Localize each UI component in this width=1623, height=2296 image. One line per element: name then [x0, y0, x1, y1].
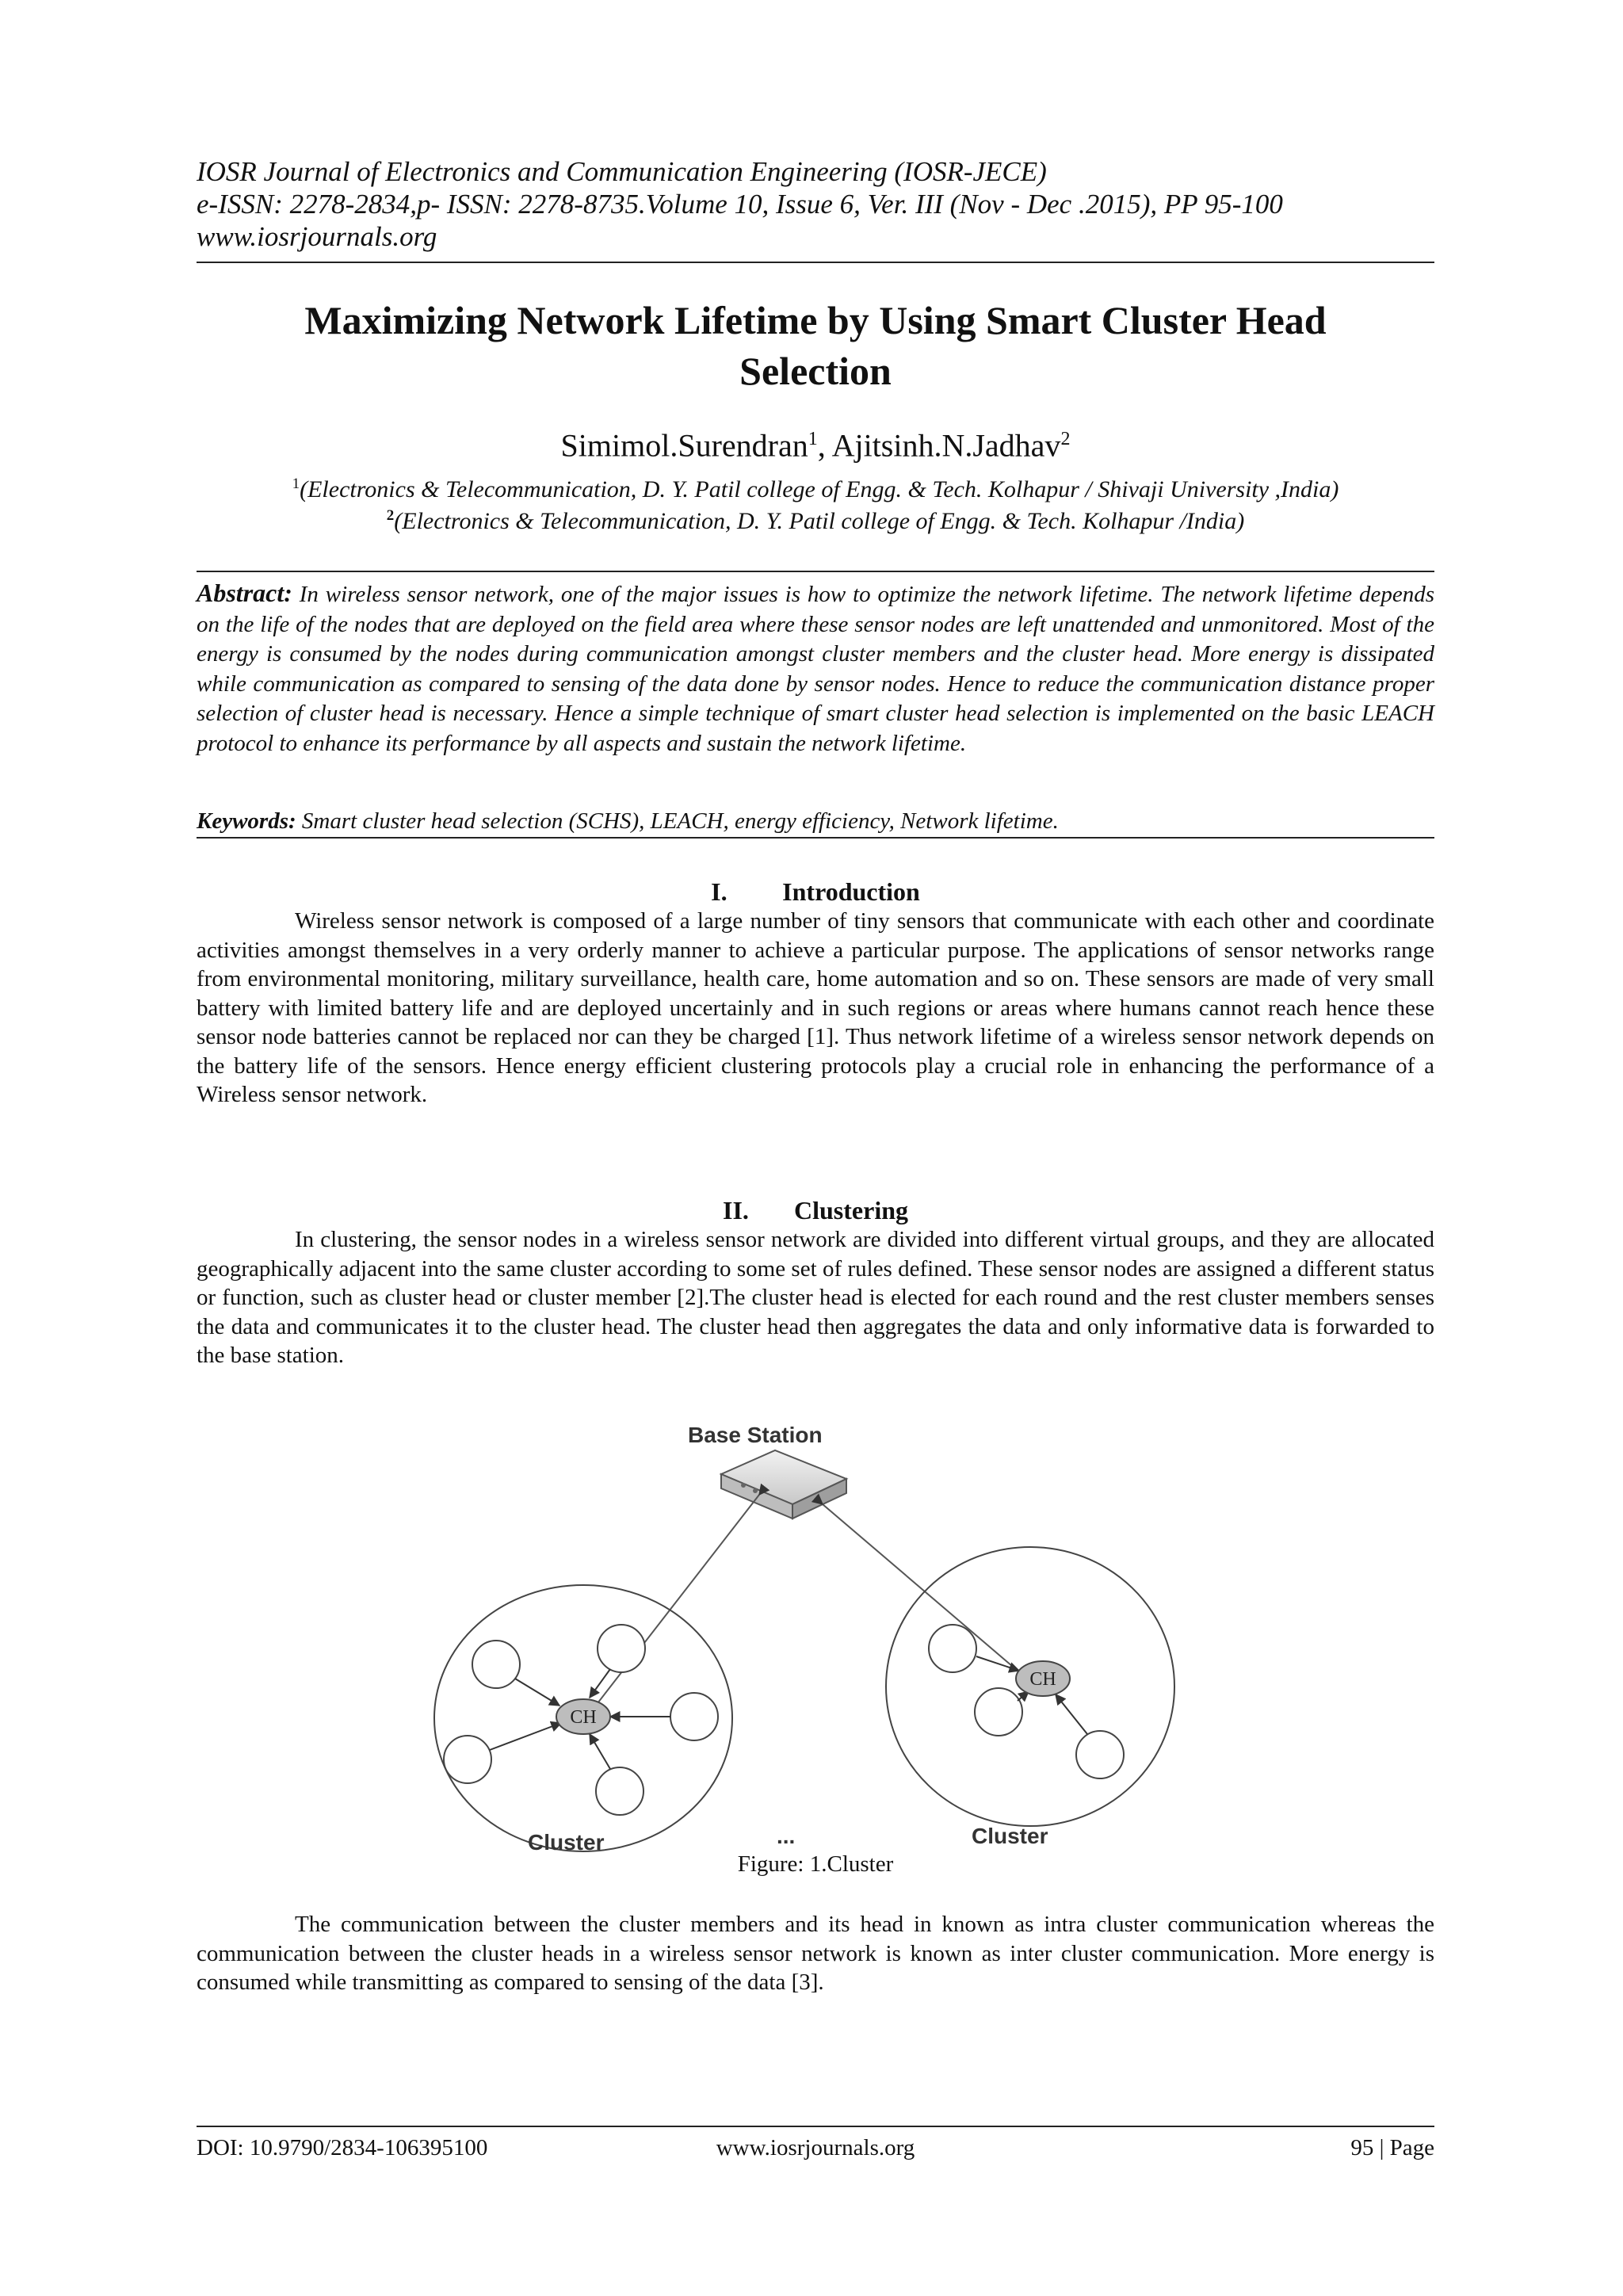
abstract: [197, 579, 1434, 758]
footer-page-number: 95 | Page: [1350, 2135, 1434, 2160]
member-node: [1076, 1731, 1124, 1778]
affiliation-2-text: (Electronics & Telecommunication, D. Y. Patil college of Engg. & Tech. Kolhapur /India): [394, 508, 1245, 534]
author-list: [197, 420, 1434, 464]
journal-header: [197, 155, 1434, 253]
member-node: [975, 1688, 1022, 1736]
link-ch-right-to-base: [823, 1504, 1018, 1671]
title-line-2: Selection: [739, 349, 892, 393]
title-line-1: Maximizing Network Lifetime by Using Smart Cluster Head: [304, 298, 1327, 342]
cluster-label-right: Cluster: [972, 1824, 1048, 1848]
section-heading-clustering: [197, 1195, 1434, 1225]
header-rule: [197, 262, 1434, 263]
footer-doi: DOI: 10.9790/2834-106395100: [197, 2135, 488, 2160]
paragraph-text: In clustering, the sensor nodes in a wireless sensor network are divided into different virtual groups, and they are allocated geographically adjacent into the same cluster according to some set of rules defined. These sensor nodes are assigned a different status or function, such as cluster head or cluster member [2].The cluster head is elected for each round and the rest cluster members senses the data and communicates it to the cluster head. The cluster head then aggregates the data and only informative data is forwarded to the base station.: [197, 1227, 1434, 1368]
clustering-paragraph: [197, 1225, 1434, 1370]
section-number: I.: [711, 877, 727, 906]
member-node: [596, 1767, 643, 1815]
abstract-bottom-rule: [197, 837, 1434, 839]
ch-label: CH: [1029, 1669, 1056, 1690]
member-node: [929, 1625, 976, 1672]
ch-label: CH: [570, 1707, 597, 1728]
member-node: [670, 1693, 718, 1740]
author-2: Ajitsinh.N.Jadhav: [831, 427, 1061, 464]
author-1: Simimol.Surendran: [560, 427, 808, 464]
section-number: II.: [723, 1196, 749, 1224]
affiliation-1-sup: 1: [292, 476, 300, 492]
affiliation-1-text: (Electronics & Telecommunication, D. Y. Patil college of Engg. & Tech. Kolhapur / Shivaji University ,India): [300, 476, 1339, 502]
abstract-label: Abstract:: [197, 579, 292, 607]
link-ch-left-to-base: [590, 1495, 759, 1713]
abstract-top-rule: [197, 571, 1434, 572]
affiliation-2: [197, 501, 1434, 537]
abstract-text: In wireless sensor network, one of the major issues is how to optimize the network lifetime. The network lifetime depends on the life of the nodes that are deployed on the field area where these sensor nodes are left unattended and unmonitored. Most of the energy is consumed by the nodes during communication amongst cluster members and the cluster head. More energy is dissipated while communication as compared to sensing of the data done by sensor nodes. Hence to reduce the communication distance proper selection of cluster head is necessary. Hence a simple technique of smart cluster head selection is implemented on the basic LEACH protocol to enhance its performance by all aspects and sustain the network lifetime.: [197, 582, 1434, 756]
journal-issn: e-ISSN: 2278-2834,p- ISSN: 2278-8735.Volume 10, Issue 6, Ver. III (Nov - Dec .2015), PP 95-100: [197, 189, 1283, 220]
author-1-sup: 1: [808, 429, 818, 449]
section-title: Introduction: [782, 877, 920, 906]
paper-page: [197, 0, 1434, 2296]
affiliation-1: [197, 469, 1434, 505]
footer-rule: [197, 2126, 1434, 2127]
keywords-text: Smart cluster head selection (SCHS), LEACH, energy efficiency, Network lifetime.: [296, 808, 1059, 834]
paper-title: [197, 295, 1434, 396]
cluster-diagram: [403, 1419, 1243, 1862]
author-2-sup: 2: [1060, 429, 1071, 449]
paragraph-text: Wireless sensor network is composed of a large number of tiny sensors that communicate with each other and coordinate activities amongst themselves in a very orderly manner to achieve a particular purpose. The applications of sensor networks range from environmental monitoring, military surveillance, health care, home automation and so on. These sensors are made of very small battery with limited battery life and are deployed uncertainly and in such regions or areas where humans cannot reach hence these sensor node batteries cannot be replaced nor can they be charged [1]. Thus network lifetime of a wireless sensor network depends on the battery life of the sensors. Hence energy efficient clustering protocols play a crucial role in enhancing the performance of a Wireless sensor network.: [197, 908, 1434, 1107]
section-heading-introduction: [197, 877, 1434, 907]
keywords: [197, 807, 1434, 835]
member-node: [598, 1625, 645, 1672]
paragraph-text: The communication between the cluster members and its head in known as intra cluster communication whereas the communication between the cluster heads in a wireless sensor network is known as inter cluster communication. More energy is consumed while transmitting as compared to sensing of the data [3].: [197, 1912, 1434, 1995]
journal-name: IOSR Journal of Electronics and Communication Engineering (IOSR-JECE): [197, 156, 1047, 187]
keywords-label: Keywords:: [197, 808, 296, 834]
journal-url[interactable]: www.iosrjournals.org: [197, 221, 437, 252]
base-station-label: Base Station: [688, 1423, 823, 1447]
closing-paragraph: [197, 1910, 1434, 1997]
right-cluster: [886, 1547, 1174, 1826]
introduction-paragraph: [197, 907, 1434, 1110]
affiliation-2-sup: 2: [386, 507, 395, 524]
section-title: Clustering: [794, 1196, 908, 1224]
member-node: [472, 1641, 520, 1688]
cluster-label-left: Cluster: [528, 1830, 605, 1855]
figure-caption: Figure: 1.Cluster: [737, 1851, 894, 1877]
footer-site[interactable]: www.iosrjournals.org: [716, 2135, 915, 2160]
cluster-ellipsis: ...: [777, 1824, 796, 1848]
author-separator: ,: [817, 427, 832, 464]
member-node: [444, 1736, 491, 1783]
left-cluster: [434, 1585, 732, 1851]
